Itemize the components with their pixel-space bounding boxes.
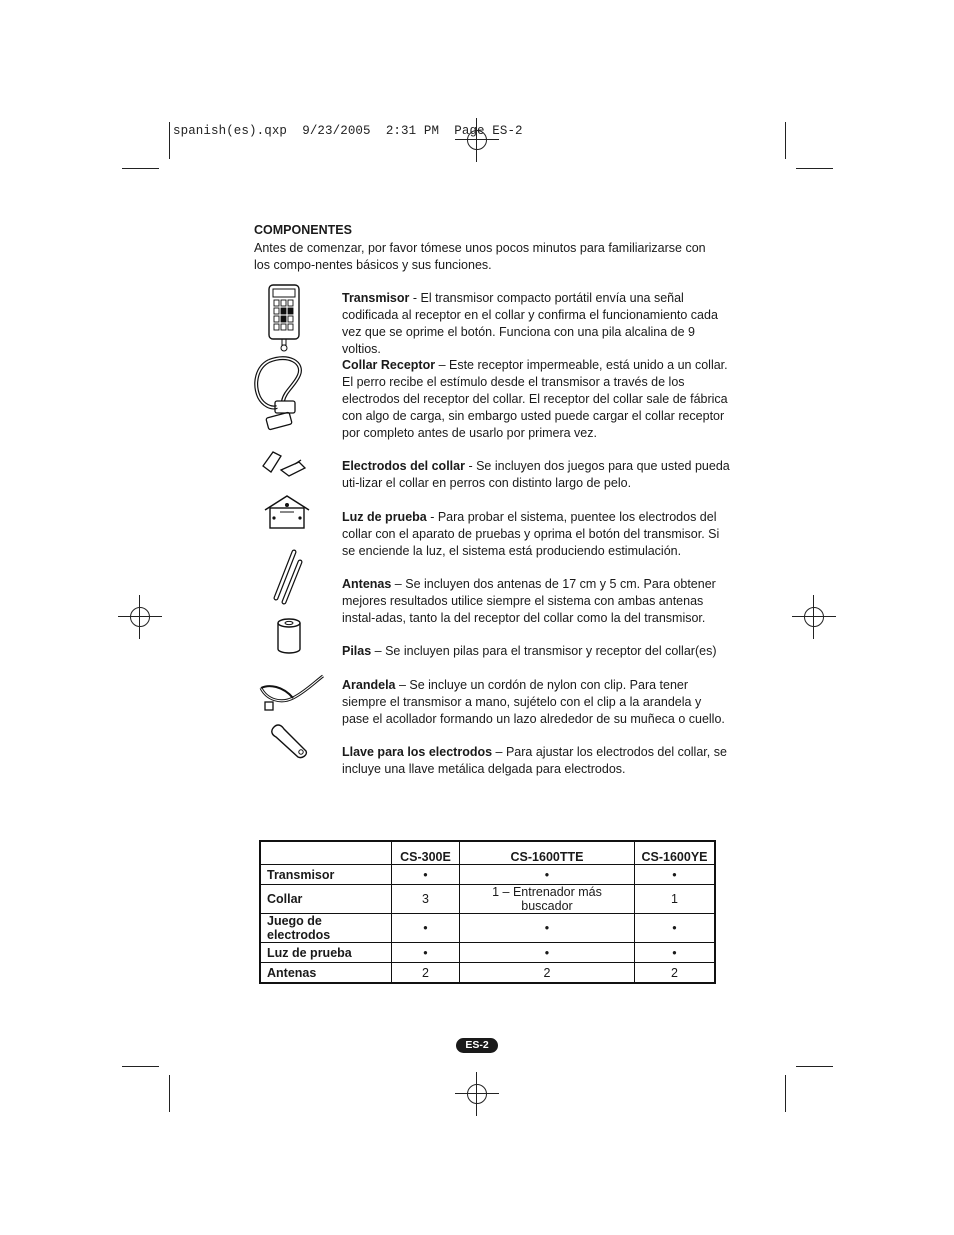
table-cell: • (635, 914, 716, 943)
table-cell: • (392, 943, 460, 963)
battery-icon (275, 616, 303, 656)
component-description: - El transmisor compacto portátil envía una señal codificada al receptor en el collar y confirma el funcionamiento cada vez que se oprime el botón. Funciona con una pila alcalina de 9 voltios. (342, 291, 718, 356)
intro-paragraph: Antes de comenzar, por favor tómese unos pocos minutos para familiarizarse con los compo-nentes básicos y sus funciones. (254, 241, 706, 272)
table-row (260, 914, 715, 943)
component-description: - Para probar el sistema, puentee los electrodos del collar con el aparato de pruebas y oprima el botón del transmisor. Si se enciende la luz, el sistema está produciendo estimulación. (342, 510, 720, 558)
crop-mark (785, 122, 786, 159)
component-description: – Se incluyen pilas para el transmisor y receptor del collar(es) (371, 644, 717, 658)
component-name: Electrodos del collar (342, 459, 465, 473)
lanyard-icon (257, 670, 327, 714)
component-name: Antenas (342, 577, 392, 591)
table-cell: 2 (460, 963, 635, 984)
collar-receiver-icon (249, 353, 309, 433)
component-description: – Se incluyen dos antenas de 17 cm y 5 cm. Para obtener mejores resultados utilice siempre el sistema con ambas antenas instal-adas, tanto la del receptor del collar como la del transmisor. (342, 577, 716, 625)
electrode-wrench-icon (268, 719, 312, 761)
antennas-icon (266, 548, 306, 606)
component-name: Arandela (342, 678, 396, 692)
table-row (260, 885, 715, 914)
component-description: – Para ajustar los electrodos del collar, se incluye una llave metálica delgada para electrodos. (342, 745, 727, 776)
component-name: Collar Receptor (342, 358, 436, 372)
component-pilas (342, 643, 730, 660)
crop-mark (169, 1075, 170, 1112)
crop-mark (785, 1075, 786, 1112)
component-description: – Este receptor impermeable, está unido a un collar. El perro recibe el estímulo desde el transmisor a través de los electrodos del receptor del collar. El receptor del collar sale de fábrica con algo de carga, sin embargo usted puede cargar el collar receptor por completo antes de usarlo por primera vez. (342, 358, 728, 440)
page-number-badge: ES-2 (456, 1038, 498, 1053)
registration-mark (118, 595, 162, 639)
table-cell: • (635, 865, 716, 885)
table-cell: 1 (635, 885, 716, 914)
table-header-cell: CS-300E (392, 841, 460, 865)
component-name: Llave para los electrodos (342, 745, 493, 759)
table-row-label: Transmisor (260, 865, 392, 885)
component-luz-de-prueba (342, 509, 730, 560)
crop-mark (796, 168, 833, 169)
table-cell: • (635, 943, 716, 963)
component-arandela (342, 677, 730, 728)
collar-electrodes-icon (259, 446, 309, 478)
table-cell: 1 – Entrenador más buscador (460, 885, 635, 914)
component-antenas (342, 576, 730, 627)
table-cell: • (392, 865, 460, 885)
table-header-row (260, 841, 715, 865)
transmitter-icon (265, 283, 305, 353)
component-name: Transmisor (342, 291, 410, 305)
component-name: Pilas (342, 644, 372, 658)
component-collar-receptor (342, 357, 730, 442)
crop-mark (122, 1066, 159, 1067)
crop-mark (122, 168, 159, 169)
registration-mark (455, 1072, 499, 1116)
crop-mark (796, 1066, 833, 1067)
component-llave (342, 744, 730, 778)
component-description: – Se incluye un cordón de nylon con clip. Para tener siempre el transmisor a mano, sujételo con el clip a la arandela y pase el acollador formando un lazo alrededor de su muñeca o cuello. (342, 678, 725, 726)
table-row-label: Collar (260, 885, 392, 914)
table-cell: 2 (635, 963, 716, 984)
table-row-label: Luz de prueba (260, 943, 392, 963)
table-header-cell (260, 841, 392, 865)
table-row-label: Antenas (260, 963, 392, 984)
section-title: COMPONENTES (254, 223, 352, 237)
test-light-icon (262, 494, 312, 532)
table-cell: • (392, 914, 460, 943)
table-cell: 2 (392, 963, 460, 984)
component-description: - Se incluyen dos juegos para que usted pueda uti-lizar el collar en perros con distinto largo de pelo. (342, 459, 730, 490)
table-cell: • (460, 943, 635, 963)
table-header-cell: CS-1600TTE (460, 841, 635, 865)
table-row (260, 943, 715, 963)
component-transmisor (342, 290, 730, 358)
crop-mark (169, 122, 170, 159)
component-electrodos (342, 458, 730, 492)
table-cell: • (460, 865, 635, 885)
table-row-label: Juego de electrodos (260, 914, 392, 943)
table-cell: 3 (392, 885, 460, 914)
table-cell: • (460, 914, 635, 943)
table-header-cell: CS-1600YE (635, 841, 716, 865)
component-name: Luz de prueba (342, 510, 427, 524)
components-table (259, 840, 716, 984)
table-row (260, 963, 715, 984)
print-slug: spanish(es).qxp 9/23/2005 2:31 PM Page ES-2 (173, 124, 523, 138)
table-row (260, 865, 715, 885)
registration-mark (792, 595, 836, 639)
